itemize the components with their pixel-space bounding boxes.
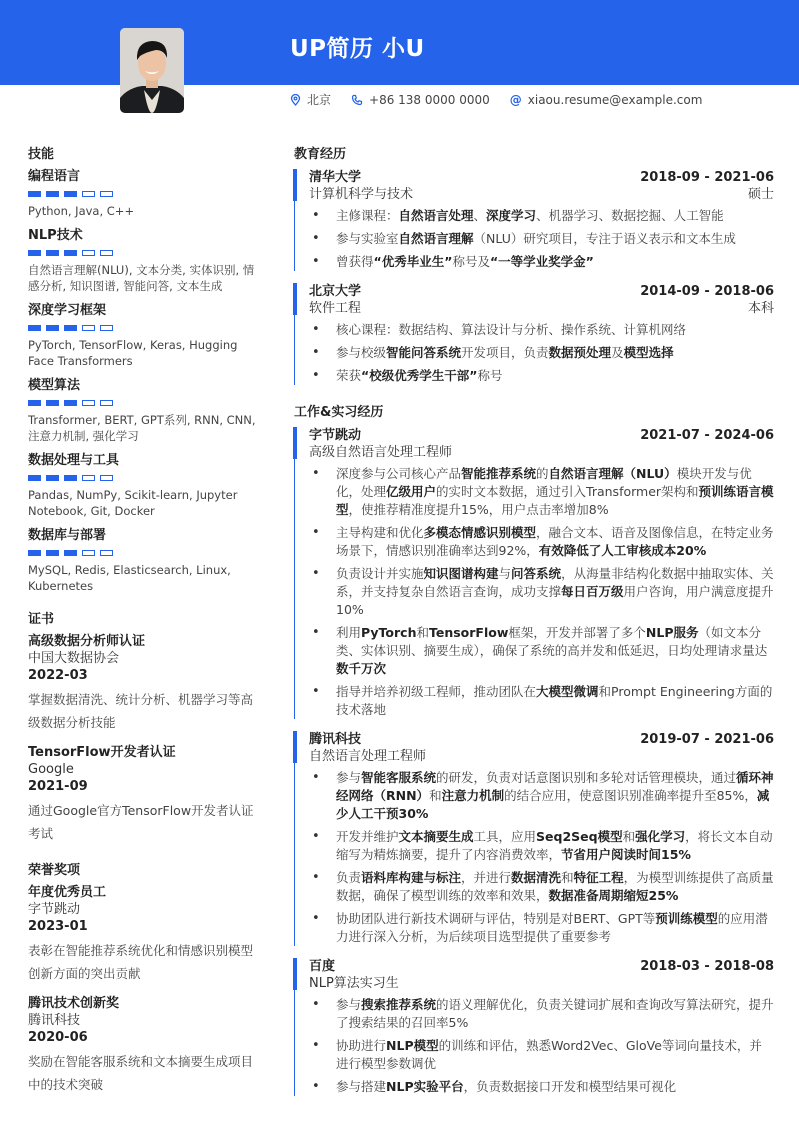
bullet-list: [309, 207, 774, 271]
skill-name: 数据库与部署: [28, 528, 107, 543]
bullet-item: • 主修课程：自然语言处理、深度学习、机器学习、数据挖掘、人工智能: [309, 207, 774, 225]
level-empty: [100, 475, 113, 481]
awards-date: 2020-06: [28, 1030, 88, 1045]
highlight-text: 深度学习: [486, 208, 537, 223]
highlight-text: 语料库构建与标注: [361, 870, 462, 885]
company-name: 百度: [309, 959, 336, 974]
highlight-text: PyTorch: [361, 625, 417, 640]
highlight-text: 搜索推荐系统: [361, 997, 437, 1012]
awards-item: [28, 995, 258, 1096]
highlight-text: TensorFlow: [429, 625, 509, 640]
level-filled: [46, 325, 59, 331]
bullet-item: • 参与校级智能问答系统开发项目，负责数据预处理及模型选择: [309, 344, 774, 362]
awards-desc: 奖励在智能客服系统和文本摘要生成项目中的技术突破: [28, 1054, 254, 1092]
awards-name: 腾讯技术创新奖: [28, 996, 120, 1011]
entry-header: [309, 958, 774, 975]
skill-item: [28, 302, 258, 369]
contact-info: [289, 91, 722, 108]
bullet-item: • 深度参与公司核心产品智能推荐系统的自然语言理解（NLU）模块开发与优化，处理亿级用户的实时文本数据，通过引入Transformer架构和预训练语言模型，使推荐精准度提升15%，用户点击率增加8%: [309, 465, 774, 519]
highlight-text: 节省用户阅读时间15%: [561, 847, 691, 862]
entry-header: [309, 427, 774, 444]
entry-subheader: [309, 300, 774, 317]
bullet-item: • 参与搜索推荐系统的语义理解优化，负责关键词扩展和查询改写算法研究，提升了搜索结果的召回率5%: [309, 996, 774, 1032]
highlight-text: 每日百万级: [561, 584, 624, 599]
skill-detail: Pandas, NumPy, Scikit-learn, Jupyter Notebook, Git, Docker: [28, 488, 238, 518]
phone-text: +86 138 0000 0000: [369, 92, 490, 107]
date-range: 2021-07 - 2024-06: [640, 428, 774, 443]
bullet-item: • 荣获“校级优秀学生干部”称号: [309, 367, 774, 385]
candidate-name: UP简历 小U: [290, 36, 425, 62]
skill-name: 编程语言: [28, 169, 81, 184]
bullet-item: • 参与智能客服系统的研发，负责对话意图识别和多轮对话管理模块，通过循环神经网络（RNN）和注意力机制的结合应用，使意图识别准确率提升至85%，减少人工干预30%: [309, 769, 774, 823]
level-filled: [64, 325, 77, 331]
education-entry: [294, 283, 774, 385]
highlight-text: 数千万次: [336, 661, 387, 676]
bullet-list: [309, 465, 774, 719]
highlight-text: 自然语言理解（NLU）: [548, 466, 677, 481]
bullet-item: • 参与搭建NLP实验平台，负责数据接口开发和模型结果可视化: [309, 1078, 774, 1096]
highlight-text: 自然语言处理: [398, 208, 474, 223]
skill-name: NLP技术: [28, 228, 83, 243]
school-name: 清华大学: [309, 170, 362, 185]
date-range: 2018-09 - 2021-06: [640, 170, 774, 185]
level-filled: [28, 325, 41, 331]
level-filled: [64, 191, 77, 197]
skill-name: 深度学习框架: [28, 303, 107, 318]
entry-subheader: [309, 748, 774, 765]
highlight-text: 数据预处理: [548, 345, 612, 360]
skill-level-meter: [28, 550, 258, 556]
certificates-name: 高级数据分析师认证: [28, 634, 146, 649]
entry-subheader: [309, 975, 774, 992]
bullet-list: [309, 996, 774, 1096]
bullet-list: [309, 321, 774, 385]
bullet-item: • 协助团队进行新技术调研与评估，特别是对BERT、GPT等预训练模型的应用潜力进行深入分析，为后续项目选型提供了重要参考: [309, 910, 774, 946]
company-name: 字节跳动: [309, 428, 362, 443]
bullet-item: • 协助进行NLP模型的训练和评估，熟悉Word2Vec、GloVe等词向量技术，并进行模型参数调优: [309, 1037, 774, 1073]
highlight-text: 大模型微调: [536, 684, 599, 699]
highlight-text: 智能推荐系统: [461, 466, 537, 481]
highlight-text: NLP服务: [645, 625, 699, 640]
work-entry: [294, 427, 774, 719]
level-filled: [46, 475, 59, 481]
highlight-text: 问答系统: [511, 566, 562, 581]
date-range: 2018-03 - 2018-08: [640, 959, 774, 974]
work-entry: [294, 958, 774, 1096]
highlight-text: 亿级用户: [386, 484, 437, 499]
skill-level-meter: [28, 400, 258, 406]
highlight-text: 数据清洗: [511, 870, 562, 885]
highlight-text: “一等学业奖学金”: [489, 254, 594, 269]
date-range: 2019-07 - 2021-06: [640, 732, 774, 747]
skill-name: 模型算法: [28, 378, 81, 393]
bullet-item: • 主导构建和优化多模态情感识别模型，融合文本、语音及图像信息，在特定业务场景下，情感识别准确率达到92%，有效降低了人工审核成本20%: [309, 524, 774, 560]
level-filled: [28, 475, 41, 481]
contact-location: [289, 91, 331, 108]
right-column: [294, 143, 774, 1108]
skill-item: [28, 527, 258, 594]
bullet-item: • 负责设计并实施知识图谱构建与问答系统，从海量非结构化数据中抽取实体、关系，并支持复杂自然语言查询，成功支撑每日百万级用户咨询，用户满意度提升10%: [309, 565, 774, 619]
highlight-text: 特征工程: [573, 870, 624, 885]
level-empty: [100, 325, 113, 331]
awards-item: [28, 884, 258, 985]
major: 计算机科学与技术: [309, 187, 414, 202]
highlight-text: 预训练语言模型: [336, 484, 774, 517]
date-range: 2014-09 - 2018-06: [640, 284, 774, 299]
certificates-org: Google: [28, 762, 74, 777]
level-filled: [64, 475, 77, 481]
highlight-text: 注意力机制: [441, 788, 505, 803]
skill-detail: Transformer, BERT, GPT系列, RNN, CNN, 注意力机制, 强化学习: [28, 413, 256, 443]
education-list: [294, 169, 774, 385]
level-filled: [46, 250, 59, 256]
certificates-org: 中国大数据协会: [28, 651, 120, 666]
highlight-text: Seq2Seq模型: [536, 829, 623, 844]
education-entry: [294, 169, 774, 271]
bullet-item: • 负责语料库构建与标注，并进行数据清洗和特征工程，为模型训练提供了高质量数据，确保了模型训练的效率和效果，数据准备周期缩短25%: [309, 869, 774, 905]
level-empty: [100, 550, 113, 556]
bullet-item: • 核心课程：数据结构、算法设计与分析、操作系统、计算机网络: [309, 321, 774, 339]
skill-detail: 自然语言理解(NLU), 文本分类, 实体识别, 情感分析, 知识图谱, 智能问答, 文本生成: [28, 263, 255, 293]
skills-list: [28, 168, 258, 594]
degree: 硕士: [747, 187, 774, 202]
skill-level-meter: [28, 191, 258, 197]
highlight-text: 多模态情感识别模型: [423, 525, 537, 540]
highlight-text: 知识图谱构建: [423, 566, 499, 581]
email-icon: @: [509, 92, 522, 107]
highlight-text: “优秀毕业生”: [373, 254, 453, 269]
awards-desc: 表彰在智能推荐系统优化和情感识别模型创新方面的突出贡献: [28, 943, 254, 981]
awards-list: [28, 884, 258, 1096]
entry-subheader: [309, 444, 774, 461]
phone-icon: [351, 94, 363, 106]
bullet-item: • 曾获得“优秀毕业生”称号及“一等学业奖学金”: [309, 253, 774, 271]
certificates-date: 2022-03: [28, 668, 88, 683]
certificates-list: [28, 633, 258, 845]
degree: 本科: [747, 301, 774, 316]
awards-date: 2023-01: [28, 919, 88, 934]
entry-header: [309, 283, 774, 300]
skill-name: 数据处理与工具: [28, 453, 120, 468]
highlight-text: 自然语言理解: [398, 231, 474, 246]
level-empty: [82, 400, 95, 406]
level-empty: [82, 325, 95, 331]
company-name: 腾讯科技: [309, 732, 362, 747]
awards-title: 荣誉奖项: [28, 863, 81, 878]
skill-item: [28, 377, 258, 444]
awards-org: 腾讯科技: [28, 1013, 81, 1028]
bullet-list: [309, 769, 774, 946]
skill-item: [28, 452, 258, 519]
level-filled: [64, 400, 77, 406]
job-role: NLP算法实习生: [309, 976, 399, 991]
left-column: [28, 143, 258, 1106]
level-empty: [82, 550, 95, 556]
level-filled: [28, 250, 41, 256]
highlight-text: 减少人工干预30%: [336, 788, 770, 821]
highlight-text: “校级优秀学生干部”: [361, 368, 478, 383]
bullet-item: • 开发并维护文本摘要生成工具，应用Seq2Seq模型和强化学习，将长文本自动缩写为精炼摘要，提升了内容消费效率，节省用户阅读时间15%: [309, 828, 774, 864]
level-empty: [100, 250, 113, 256]
highlight-text: 循环神经网络（RNN）: [336, 770, 774, 803]
entry-header: [309, 169, 774, 186]
entry-subheader: [309, 186, 774, 203]
level-filled: [64, 550, 77, 556]
certificates-date: 2021-09: [28, 779, 88, 794]
certificates-name: TensorFlow开发者认证: [28, 745, 176, 760]
level-empty: [82, 191, 95, 197]
skill-detail: Python, Java, C++: [28, 204, 135, 218]
level-empty: [82, 250, 95, 256]
job-role: 自然语言处理工程师: [309, 749, 427, 764]
skill-level-meter: [28, 250, 258, 256]
highlight-text: NLP模型: [386, 1038, 439, 1053]
contact-phone[interactable]: [351, 93, 490, 107]
highlight-text: 预训练模型: [655, 911, 718, 926]
job-role: 高级自然语言处理工程师: [309, 445, 453, 460]
work-title: 工作&实习经历: [294, 405, 384, 420]
level-filled: [46, 400, 59, 406]
highlight-text: 数据准备周期缩短25%: [548, 888, 679, 903]
level-empty: [100, 191, 113, 197]
highlight-text: 强化学习: [635, 829, 686, 844]
highlight-text: 智能问答系统: [386, 345, 462, 360]
certificates-desc: 掌握数据清洗、统计分析、机器学习等高级数据分析技能: [28, 692, 254, 730]
skill-item: [28, 168, 258, 219]
awards-name: 年度优秀员工: [28, 885, 107, 900]
school-name: 北京大学: [309, 284, 362, 299]
major: 软件工程: [309, 301, 362, 316]
skill-level-meter: [28, 475, 258, 481]
highlight-text: 智能客服系统: [361, 770, 437, 785]
certificates-title: 证书: [28, 612, 55, 627]
bullet-item: • 利用PyTorch和TensorFlow框架，开发并部署了多个NLP服务（如文本分类、实体识别、摘要生成），确保了系统的高并发和低延迟，日均处理请求量达数千万次: [309, 624, 774, 678]
email-text: xiaou.resume@example.com: [527, 92, 703, 107]
skill-detail: MySQL, Redis, Elasticsearch, Linux, Kubernetes: [28, 563, 231, 593]
profile-photo: [120, 28, 184, 113]
work-list: [294, 427, 774, 1096]
certificates-item: [28, 744, 258, 845]
highlight-text: 文本摘要生成: [398, 829, 474, 844]
level-filled: [28, 191, 41, 197]
bullet-item: • 指导并培养初级工程师，推动团队在大模型微调和Prompt Engineering方面的技术落地: [309, 683, 774, 719]
education-title: 教育经历: [294, 147, 347, 162]
skills-title: 技能: [28, 147, 55, 162]
work-entry: [294, 731, 774, 946]
location-text: 北京: [307, 93, 332, 107]
level-filled: [64, 250, 77, 256]
highlight-text: 有效降低了人工审核成本20%: [538, 543, 707, 558]
highlight-text: NLP实验平台: [386, 1079, 464, 1094]
location-icon: [289, 94, 301, 106]
contact-email[interactable]: [510, 93, 703, 107]
level-filled: [46, 191, 59, 197]
skill-item: [28, 227, 258, 294]
level-empty: [82, 475, 95, 481]
level-filled: [28, 550, 41, 556]
skill-detail: PyTorch, TensorFlow, Keras, Hugging Face Transformers: [28, 338, 238, 368]
level-empty: [100, 400, 113, 406]
level-filled: [28, 400, 41, 406]
entry-header: [309, 731, 774, 748]
highlight-text: 模型选择: [623, 345, 674, 360]
bullet-item: • 参与实验室自然语言理解（NLU）研究项目，专注于语义表示和文本生成: [309, 230, 774, 248]
awards-org: 字节跳动: [28, 902, 81, 917]
certificates-item: [28, 633, 258, 734]
certificates-desc: 通过Google官方TensorFlow开发者认证考试: [28, 803, 254, 841]
skill-level-meter: [28, 325, 258, 331]
level-filled: [46, 550, 59, 556]
